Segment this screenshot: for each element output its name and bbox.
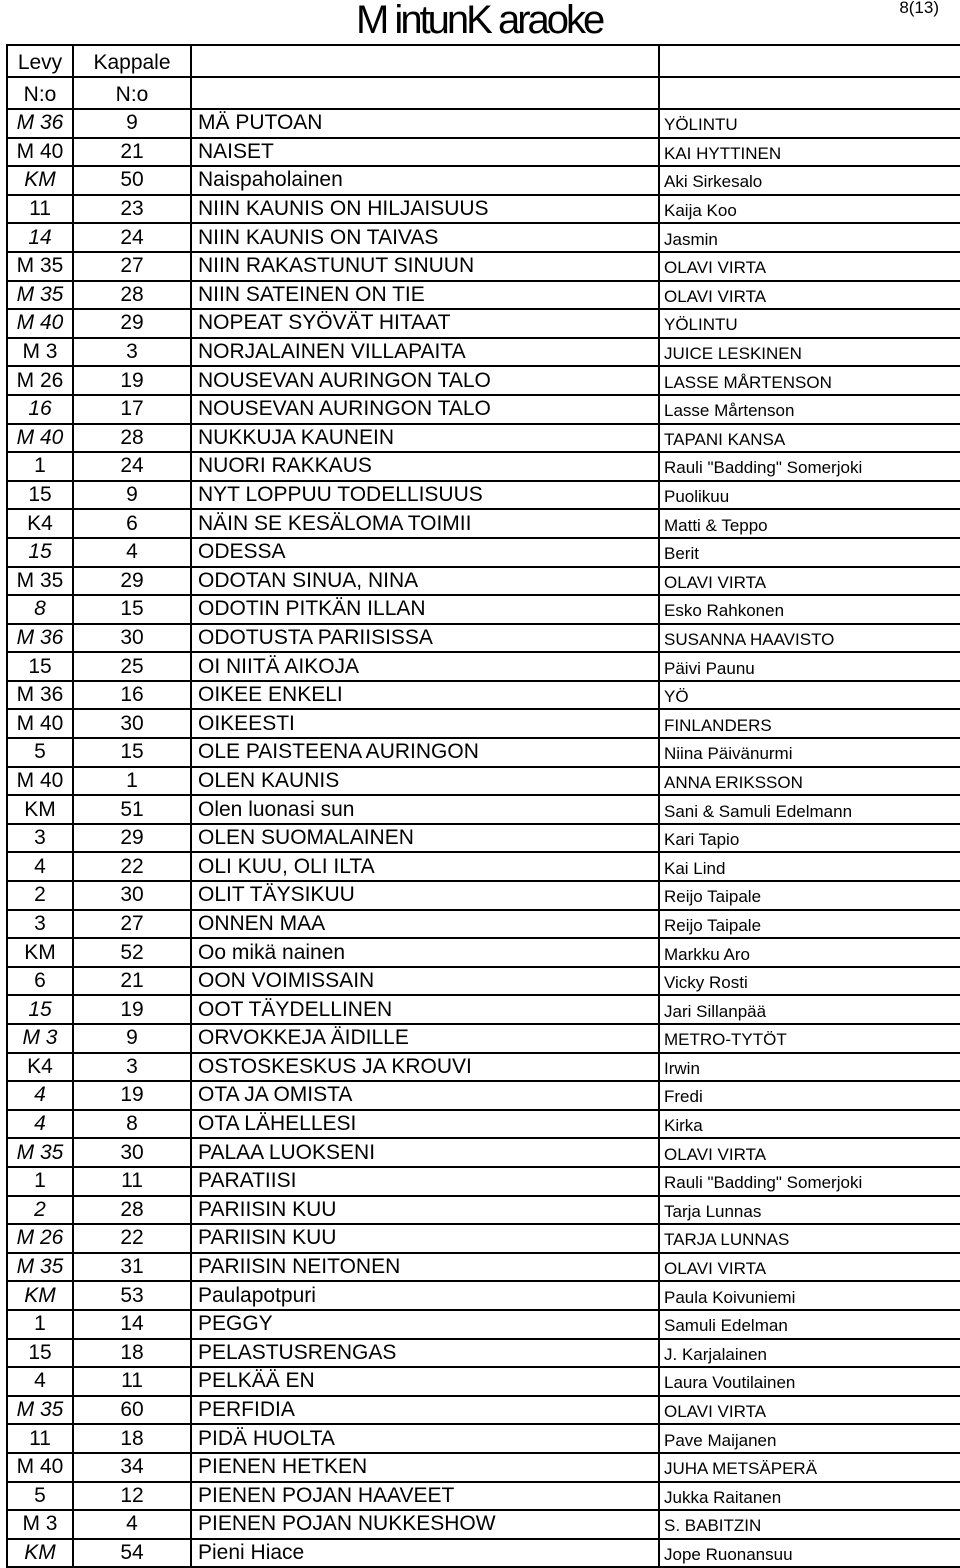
table-row [7,1396,960,1425]
song-title-cell: OIKEE ENKELI [191,681,659,710]
song-title-cell: Paulapotpuri [191,1281,659,1310]
levy-cell: M 36 [7,681,73,710]
song-title-cell: OLE PAISTEENA AURINGON [191,738,659,767]
artist-cell: Jari Sillanpää [659,995,960,1024]
kappale-cell: 30 [73,881,191,910]
levy-cell: 5 [7,738,73,767]
song-title-cell: NÄIN SE KESÄLOMA TOIMII [191,509,659,538]
song-title-cell: OON VOIMISSAIN [191,967,659,996]
table-row [7,1339,960,1368]
song-title-cell: OI NIITÄ AIKOJA [191,652,659,681]
artist-cell: OLAVI VIRTA [659,1396,960,1425]
table-row [7,1253,960,1282]
artist-cell: Lasse Mårtenson [659,395,960,424]
song-title-cell: PERFIDIA [191,1396,659,1425]
song-title-cell: NOPEAT SYÖVÄT HITAAT [191,309,659,338]
song-title-cell: NOUSEVAN AURINGON TALO [191,366,659,395]
levy-cell: M 40 [7,767,73,796]
artist-cell: Markku Aro [659,938,960,967]
page-number: 8(13) [899,0,939,17]
kappale-cell: 9 [73,481,191,510]
table-row [7,1138,960,1167]
artist-cell: Jukka Raitanen [659,1482,960,1511]
song-title-cell: ORVOKKEJA ÄIDILLE [191,1024,659,1053]
levy-cell: 4 [7,1367,73,1396]
song-title-cell: NIIN KAUNIS ON HILJAISUUS [191,195,659,224]
levy-cell: 11 [7,1424,73,1453]
table-row [7,252,960,281]
song-title-cell: OLIT TÄYSIKUU [191,881,659,910]
levy-cell: M 35 [7,1138,73,1167]
header-title-empty [191,77,659,109]
table-row [7,595,960,624]
kappale-cell: 21 [73,138,191,167]
table-row [7,195,960,224]
artist-cell: J. Karjalainen [659,1339,960,1368]
kappale-cell: 27 [73,252,191,281]
levy-cell: M 40 [7,138,73,167]
song-title-cell: ODOTAN SINUA, NINA [191,567,659,596]
kappale-cell: 22 [73,1224,191,1253]
artist-cell: FINLANDERS [659,709,960,738]
kappale-cell: 52 [73,938,191,967]
artist-cell: Rauli "Badding" Somerjoki [659,1167,960,1196]
kappale-cell: 8 [73,1110,191,1139]
artist-cell: Kirka [659,1110,960,1139]
levy-cell: 3 [7,824,73,853]
song-title-cell: PARATIISI [191,1167,659,1196]
artist-cell: Sani & Samuli Edelmann [659,795,960,824]
levy-cell: 6 [7,967,73,996]
artist-cell: OLAVI VIRTA [659,1138,960,1167]
song-title-cell: Pieni Hiace [191,1539,659,1568]
levy-cell: K4 [7,509,73,538]
song-title-cell: NIIN KAUNIS ON TAIVAS [191,223,659,252]
artist-cell: OLAVI VIRTA [659,567,960,596]
header-title-empty [191,45,659,77]
song-title-cell: NIIN RAKASTUNUT SINUUN [191,252,659,281]
levy-cell: M 35 [7,281,73,310]
levy-cell: M 35 [7,1396,73,1425]
table-row [7,995,960,1024]
artist-cell: Laura Voutilainen [659,1367,960,1396]
table-row [7,1024,960,1053]
header-kappale: Kappale [73,45,191,77]
levy-cell: M 40 [7,309,73,338]
kappale-cell: 3 [73,338,191,367]
levy-cell: M 3 [7,1024,73,1053]
song-title-cell: NOUSEVAN AURINGON TALO [191,395,659,424]
artist-cell: Aki Sirkesalo [659,166,960,195]
artist-cell: JUHA METSÄPERÄ [659,1453,960,1482]
song-title-cell: OLI KUU, OLI ILTA [191,852,659,881]
levy-cell: M 35 [7,1253,73,1282]
levy-cell: M 35 [7,252,73,281]
artist-cell: Reijo Taipale [659,910,960,939]
table-row [7,424,960,453]
artist-cell: S. BABITZIN [659,1510,960,1539]
kappale-cell: 25 [73,652,191,681]
song-title-cell: NIIN SATEINEN ON TIE [191,281,659,310]
kappale-cell: 24 [73,223,191,252]
levy-cell: 14 [7,223,73,252]
levy-cell: M 40 [7,709,73,738]
kappale-cell: 3 [73,1053,191,1082]
table-row [7,452,960,481]
artist-cell: YÖLINTU [659,309,960,338]
artist-cell: LASSE MÅRTENSON [659,366,960,395]
kappale-cell: 12 [73,1482,191,1511]
song-title-cell: OTA LÄHELLESI [191,1110,659,1139]
song-title-cell: NYT LOPPUU TODELLISUUS [191,481,659,510]
table-row [7,1167,960,1196]
levy-cell: 16 [7,395,73,424]
page-title: M intunK araoke [356,0,603,42]
levy-cell: 15 [7,481,73,510]
levy-cell: 1 [7,1167,73,1196]
table-row [7,395,960,424]
levy-cell: KM [7,1281,73,1310]
levy-cell: KM [7,938,73,967]
table-row [7,538,960,567]
artist-cell: KAI HYTTINEN [659,138,960,167]
kappale-cell: 51 [73,795,191,824]
kappale-cell: 6 [73,509,191,538]
song-title-cell: PIDÄ HUOLTA [191,1424,659,1453]
artist-cell: Paula Koivuniemi [659,1281,960,1310]
song-title-cell: PEGGY [191,1310,659,1339]
levy-cell: K4 [7,1053,73,1082]
levy-cell: M 36 [7,109,73,138]
song-title-cell: Oo mikä nainen [191,938,659,967]
table-row [7,309,960,338]
table-row [7,795,960,824]
artist-cell: Vicky Rosti [659,967,960,996]
table-header-row-2 [7,77,960,109]
levy-cell: 11 [7,195,73,224]
table-row [7,567,960,596]
levy-cell: M 35 [7,567,73,596]
table-row [7,1367,960,1396]
levy-cell: 3 [7,910,73,939]
table-row [7,967,960,996]
song-table [6,44,960,1568]
kappale-cell: 30 [73,709,191,738]
table-row [7,223,960,252]
kappale-cell: 29 [73,567,191,596]
song-title-cell: Olen luonasi sun [191,795,659,824]
table-header-row-1 [7,45,960,77]
levy-cell: 8 [7,595,73,624]
levy-cell: 15 [7,1339,73,1368]
song-title-cell: PIENEN POJAN NUKKESHOW [191,1510,659,1539]
kappale-cell: 50 [73,166,191,195]
song-title-cell: PIENEN POJAN HAAVEET [191,1482,659,1511]
levy-cell: 4 [7,1110,73,1139]
levy-cell: 2 [7,1196,73,1225]
table-row [7,166,960,195]
artist-cell: Reijo Taipale [659,881,960,910]
artist-cell: OLAVI VIRTA [659,281,960,310]
table-row [7,281,960,310]
kappale-cell: 4 [73,1510,191,1539]
kappale-cell: 54 [73,1539,191,1568]
artist-cell: JUICE LESKINEN [659,338,960,367]
artist-cell: OLAVI VIRTA [659,1253,960,1282]
table-row [7,1110,960,1139]
kappale-cell: 9 [73,109,191,138]
table-row [7,481,960,510]
kappale-cell: 11 [73,1367,191,1396]
kappale-cell: 16 [73,681,191,710]
artist-cell: Matti & Teppo [659,509,960,538]
header-artist-empty [659,45,960,77]
levy-cell: 15 [7,538,73,567]
artist-cell: SUSANNA HAAVISTO [659,624,960,653]
artist-cell: Fredi [659,1081,960,1110]
song-title-cell: PALAA LUOKSENI [191,1138,659,1167]
kappale-cell: 19 [73,1081,191,1110]
artist-cell: Rauli "Badding" Somerjoki [659,452,960,481]
levy-cell: 1 [7,1310,73,1339]
kappale-cell: 22 [73,852,191,881]
artist-cell: Jasmin [659,223,960,252]
table-row [7,652,960,681]
levy-cell: 4 [7,1081,73,1110]
song-title-cell: OOT TÄYDELLINEN [191,995,659,1024]
song-title-cell: PARIISIN KUU [191,1224,659,1253]
table-row [7,738,960,767]
levy-cell: M 3 [7,1510,73,1539]
kappale-cell: 28 [73,424,191,453]
artist-cell: Kaija Koo [659,195,960,224]
song-title-cell: OTA JA OMISTA [191,1081,659,1110]
artist-cell: Kai Lind [659,852,960,881]
song-title-cell: OLEN KAUNIS [191,767,659,796]
song-title-cell: ODOTUSTA PARIISISSA [191,624,659,653]
song-title-cell: ODOTIN PITKÄN ILLAN [191,595,659,624]
kappale-cell: 19 [73,995,191,1024]
artist-cell: Samuli Edelman [659,1310,960,1339]
header-kappale-no: N:o [73,77,191,109]
kappale-cell: 1 [73,767,191,796]
kappale-cell: 28 [73,281,191,310]
kappale-cell: 30 [73,1138,191,1167]
artist-cell: Puolikuu [659,481,960,510]
artist-cell: Tarja Lunnas [659,1196,960,1225]
levy-cell: KM [7,1539,73,1568]
header-levy: Levy [7,45,73,77]
kappale-cell: 15 [73,595,191,624]
levy-cell: 2 [7,881,73,910]
song-title-cell: PARIISIN KUU [191,1196,659,1225]
table-row [7,824,960,853]
table-row [7,1453,960,1482]
table-row [7,338,960,367]
table-row [7,681,960,710]
levy-cell: M 26 [7,366,73,395]
song-title-cell: OIKEESTI [191,709,659,738]
kappale-cell: 9 [73,1024,191,1053]
kappale-cell: 53 [73,1281,191,1310]
levy-cell: M 26 [7,1224,73,1253]
table-row [7,1196,960,1225]
header-levy-no: N:o [7,77,73,109]
kappale-cell: 4 [73,538,191,567]
song-title-cell: ODESSA [191,538,659,567]
kappale-cell: 19 [73,366,191,395]
artist-cell: Irwin [659,1053,960,1082]
song-title-cell: NAISET [191,138,659,167]
levy-cell: M 36 [7,624,73,653]
kappale-cell: 23 [73,195,191,224]
song-title-cell: OLEN SUOMALAINEN [191,824,659,853]
table-row [7,852,960,881]
levy-cell: KM [7,795,73,824]
table-row [7,1539,960,1568]
kappale-cell: 17 [73,395,191,424]
song-title-cell: ONNEN MAA [191,910,659,939]
kappale-cell: 27 [73,910,191,939]
song-title-cell: OSTOSKESKUS JA KROUVI [191,1053,659,1082]
table-row [7,366,960,395]
levy-cell: M 3 [7,338,73,367]
kappale-cell: 14 [73,1310,191,1339]
artist-cell: Päivi Paunu [659,652,960,681]
artist-cell: TARJA LUNNAS [659,1224,960,1253]
artist-cell: YÖLINTU [659,109,960,138]
artist-cell: OLAVI VIRTA [659,252,960,281]
song-title-cell: MÄ PUTOAN [191,109,659,138]
song-title-cell: NORJALAINEN VILLAPAITA [191,338,659,367]
levy-cell: M 40 [7,1453,73,1482]
artist-cell: Pave Maijanen [659,1424,960,1453]
song-title-cell: Naispaholainen [191,166,659,195]
table-row [7,1510,960,1539]
table-row [7,1081,960,1110]
levy-cell: 5 [7,1482,73,1511]
levy-cell: M 40 [7,424,73,453]
levy-cell: 1 [7,452,73,481]
table-row [7,767,960,796]
kappale-cell: 29 [73,824,191,853]
table-row [7,624,960,653]
levy-cell: 15 [7,652,73,681]
kappale-cell: 30 [73,624,191,653]
table-row [7,1424,960,1453]
header-artist-empty [659,77,960,109]
table-row [7,938,960,967]
table-row [7,509,960,538]
levy-cell: 4 [7,852,73,881]
kappale-cell: 11 [73,1167,191,1196]
table-row [7,709,960,738]
table-row [7,1482,960,1511]
table-row [7,138,960,167]
table-row [7,910,960,939]
artist-cell: Kari Tapio [659,824,960,853]
artist-cell: Berit [659,538,960,567]
song-title-cell: NUKKUJA KAUNEIN [191,424,659,453]
levy-cell: 15 [7,995,73,1024]
kappale-cell: 60 [73,1396,191,1425]
song-title-cell: PELKÄÄ EN [191,1367,659,1396]
table-row [7,881,960,910]
song-title-cell: PELASTUSRENGAS [191,1339,659,1368]
kappale-cell: 34 [73,1453,191,1482]
table-row [7,1224,960,1253]
kappale-cell: 29 [73,309,191,338]
kappale-cell: 18 [73,1424,191,1453]
table-row [7,1281,960,1310]
table-row [7,109,960,138]
kappale-cell: 28 [73,1196,191,1225]
artist-cell: Esko Rahkonen [659,595,960,624]
artist-cell: YÖ [659,681,960,710]
artist-cell: TAPANI KANSA [659,424,960,453]
kappale-cell: 15 [73,738,191,767]
kappale-cell: 21 [73,967,191,996]
table-row [7,1310,960,1339]
artist-cell: Niina Päivänurmi [659,738,960,767]
kappale-cell: 31 [73,1253,191,1282]
song-title-cell: PARIISIN NEITONEN [191,1253,659,1282]
artist-cell: METRO-TYTÖT [659,1024,960,1053]
kappale-cell: 18 [73,1339,191,1368]
song-title-cell: NUORI RAKKAUS [191,452,659,481]
song-title-cell: PIENEN HETKEN [191,1453,659,1482]
artist-cell: Jope Ruonansuu [659,1539,960,1568]
kappale-cell: 24 [73,452,191,481]
levy-cell: KM [7,166,73,195]
table-row [7,1053,960,1082]
artist-cell: ANNA ERIKSSON [659,767,960,796]
